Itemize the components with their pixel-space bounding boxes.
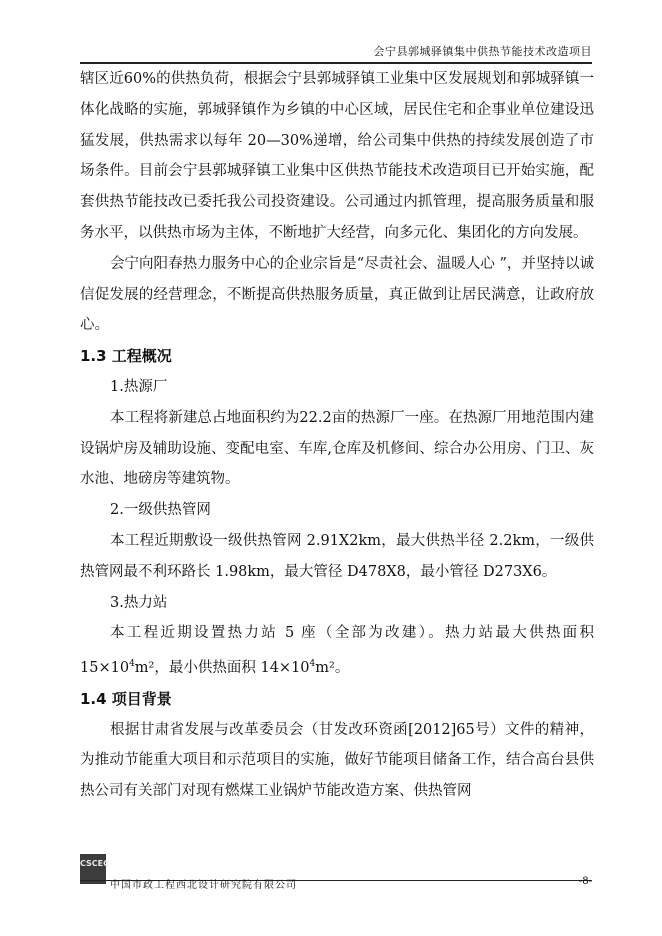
page-number: -8- [578, 876, 592, 887]
header-title: 会宁县郭城驿镇集中供热节能技术改造项目 [373, 45, 592, 58]
superscript-1: 4 [129, 659, 135, 670]
superscript-2: 4 [309, 659, 316, 670]
heat-station-text-c: m²。 [315, 659, 350, 676]
paragraph-pipe-network: 本工程近期敷设一级供热管网 2.91X2km，最大供热半径 2.2km，一级供热管网最不利环路长 1.98km，最大管径 D478X8，最小管径 D273X6。 [80, 532, 594, 580]
paragraph-company-intro: 辖区近60%的供热负荷，根据会宁县郭城驿镇工业集中区发展规划和郭城驿镇一体化战略的实施，郭城驿镇作为乡镇的中心区域，居民住宅和企事业单位建设迅猛发展，供热需求以每年 20—30%递增，给公司集中供热的持续发展创造了市场条件。目前会宁县郭城驿镇工业集中区供热节能技术改造项目已开始实施，配套供热节能技改已委托我公司投资建设。公司通过内抓管理，提高服务质量和服务水平，以供热市场为主体，不断地扩大经营，向多元化、集团化的方向发展。 [80, 71, 594, 241]
paragraph-heat-source: 本工程将新建总占地面积约为22.2亩的热源厂一座。在热源厂用地范围内建设锅炉房及辅助设施、变配电室、车库,仓库及机修间、综合办公用房、门卫、灰水池、地磅房等建筑物。 [80, 409, 594, 488]
paragraph-heat-station [80, 618, 594, 683]
heat-station-text-a: 本工程近期设置热力站 5 座（全部为改建）。热力站最大供热面积 15×10 [80, 625, 594, 676]
section-heading-project-background: 1.4 项目背景 [80, 689, 172, 708]
page-header [80, 40, 592, 64]
page-footer [80, 854, 592, 891]
paragraph-project-background: 根据甘肃省发展与改革委员会（甘发改环资函[2012]65号）文件的精神，为推动节能重大项目和示范项目的实施，做好节能项目储备工作，结合高台县供热公司有关部门对现有燃煤工业锅炉节能改造方案、供热管网 [80, 721, 594, 800]
subheading-heat-source: 1.热源厂 [110, 378, 168, 395]
section-heading-project-overview: 1.3 工程概况 [80, 347, 172, 366]
logo-text: CSCEC [80, 859, 109, 868]
document-body [80, 64, 594, 807]
paragraph-company-mission: 会宁向阳春热力服务中心的企业宗旨是“尽责社会、温暖人心 ”，并坚持以诚信促发展的经营理念，不断提高供热服务质量，真正做到让居民满意，让政府放心。 [80, 255, 594, 334]
footer-organization: 中国市政工程西北设计研究院有限公司 [110, 880, 297, 891]
subheading-pipe-network: 2.一级供热管网 [110, 502, 211, 519]
heat-station-text-b: m²，最小供热面积 14×10 [134, 659, 310, 676]
subheading-heat-station: 3.热力站 [110, 594, 168, 611]
